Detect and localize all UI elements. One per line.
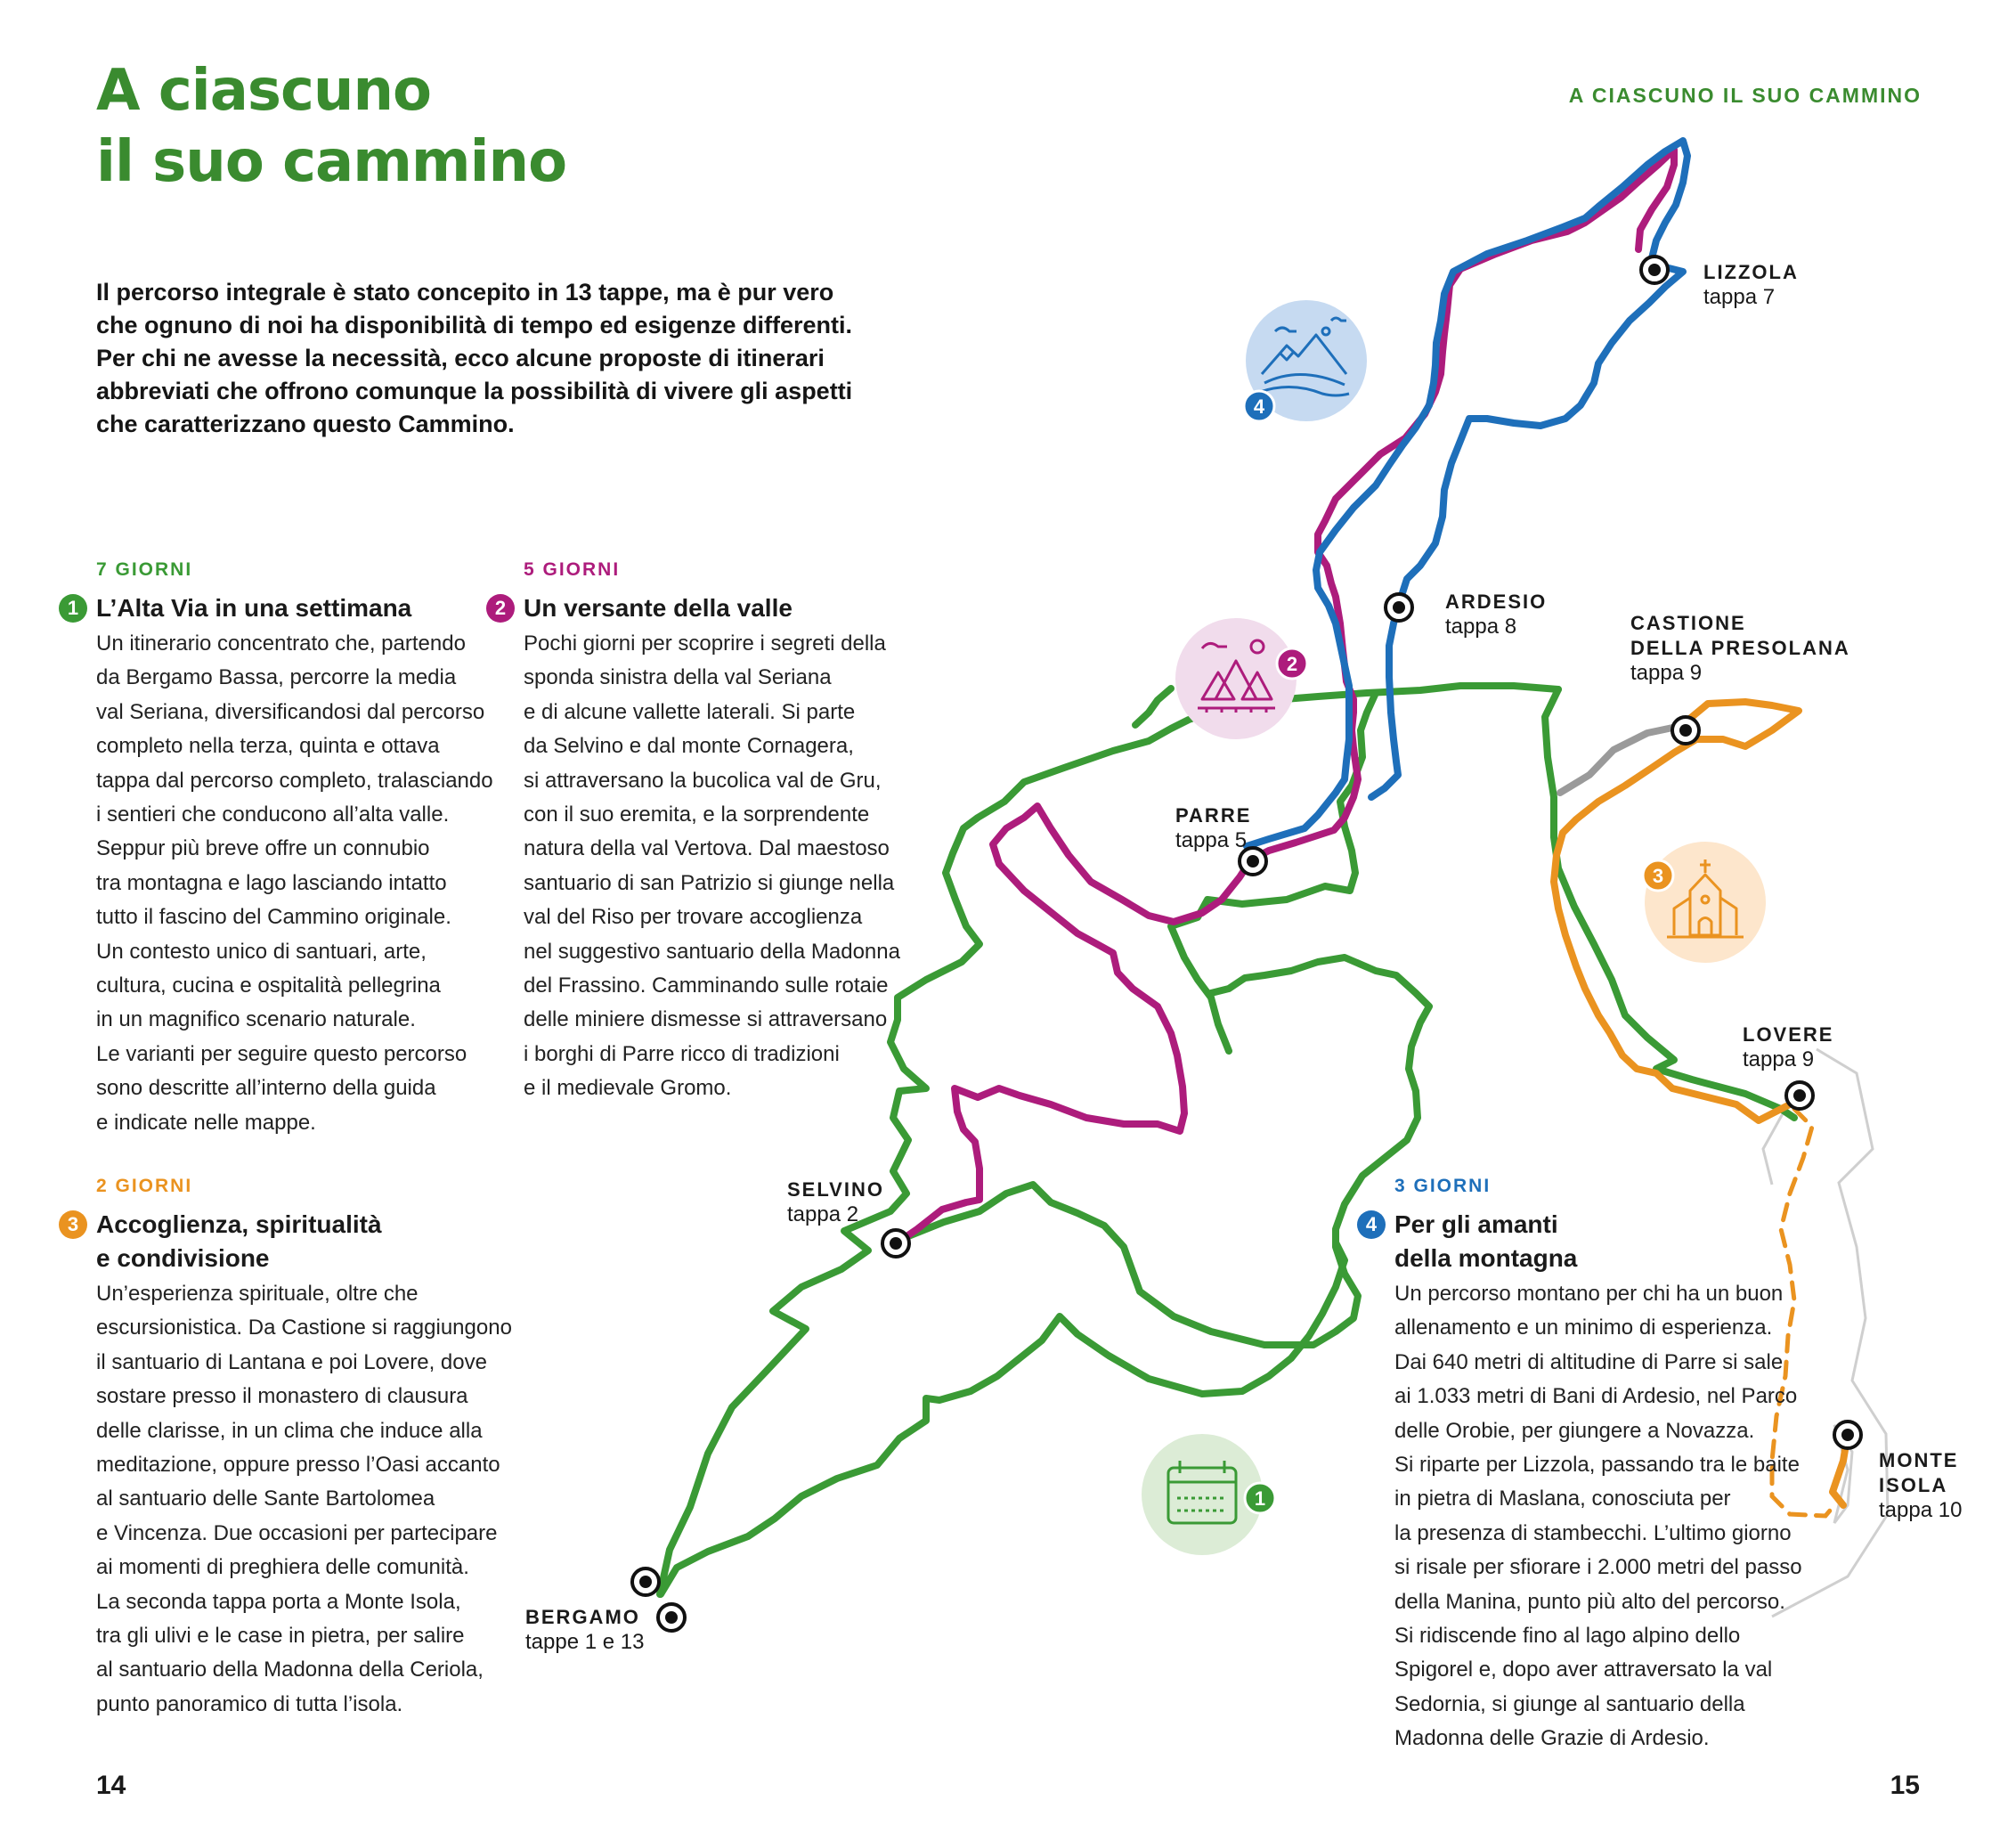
route-green-itinerary-1 xyxy=(1135,688,1171,725)
itinerary-line: i sentieri che conducono all’alta valle. xyxy=(96,802,450,827)
itinerary-line: del Frassino. Camminando sulle rotaie xyxy=(524,973,889,998)
page-title-line-2: il suo cammino xyxy=(96,129,567,195)
itinerary-line: tutto il fascino del Cammino originale. xyxy=(96,905,451,930)
itinerary-line: tra montagna e lago lasciando intatto xyxy=(96,870,447,895)
itinerary-days: 2 GIORNI xyxy=(96,1176,193,1196)
place-stage: tappa 10 xyxy=(1879,1498,1963,1522)
page-title-line-1: A ciascuno xyxy=(96,58,431,124)
itinerary-line: Un’esperienza spirituale, oltre che xyxy=(96,1282,419,1306)
mountains-badge xyxy=(1244,300,1367,421)
itinerary-line: si attraversano la bucolica val de Gru, xyxy=(524,768,882,793)
intro-line: Per chi ne avesse la necessità, ecco alcune proposte di itinerari xyxy=(96,345,825,371)
place-stage: tappa 9 xyxy=(1743,1047,1815,1071)
itinerary-line: val del Riso per trovare accoglienza xyxy=(524,905,863,930)
itinerary-2 xyxy=(494,559,906,1106)
itinerary-line: tappa dal percorso completo, tralasciando xyxy=(96,768,493,793)
stop-marker-castione xyxy=(1672,717,1699,744)
itinerary-line: Dai 640 metri di altitudine di Parre si sale xyxy=(1394,1349,1784,1374)
intro-line: Il percorso integrale è stato concepito in 13 tappe, ma è pur vero xyxy=(96,279,834,305)
itinerary-title-line: della montagna xyxy=(1394,1244,1578,1272)
itinerary-line: santuario di san Patrizio si giunge nella xyxy=(524,870,895,895)
itinerary-line: sponda sinistra della val Seriana xyxy=(524,665,832,690)
itinerary-line: con il suo eremita, e la sorprendente xyxy=(524,802,870,827)
itinerary-line: ai 1.033 metri di Bani di Ardesio, nel Parco xyxy=(1394,1384,1798,1409)
itinerary-line: Si ridiscende fino al lago alpino dello xyxy=(1394,1624,1741,1649)
running-header: A CIASCUNO IL SUO CAMMINO xyxy=(1568,84,1922,107)
stop-marker-lovere xyxy=(1786,1082,1813,1109)
place-label-lovere xyxy=(1743,1022,1833,1072)
itinerary-days: 3 GIORNI xyxy=(1394,1176,1492,1196)
place-label-castione xyxy=(1630,611,1850,686)
itinerary-description xyxy=(524,627,906,1106)
itinerary-title-line: L’Alta Via in una settimana xyxy=(96,594,412,622)
stop-marker-bergamo-2 xyxy=(658,1604,685,1631)
itinerary-title xyxy=(67,591,479,625)
itinerary-line: meditazione, oppure presso l’Oasi accanto xyxy=(96,1453,500,1478)
place-name: LOVERE xyxy=(1743,1023,1834,1046)
stop-marker-monte-isola xyxy=(1834,1421,1861,1448)
church-badge xyxy=(1643,842,1766,963)
place-name: DELLA PRESOLANA xyxy=(1630,637,1850,659)
forest-badge xyxy=(1175,618,1307,739)
itinerary-line: Un itinerario concentrato che, partendo xyxy=(96,631,466,656)
itinerary-line: i borghi di Parre ricco di tradizioni xyxy=(524,1041,840,1066)
intro-line: abbreviati che offrono comunque la possibilità di vivere gli aspetti xyxy=(96,378,853,404)
stop-marker-bergamo-1 xyxy=(632,1568,659,1595)
itinerary-line: in pietra di Maslana, conosciuta per xyxy=(1394,1487,1731,1511)
calendar-badge-number: 1 xyxy=(1254,1487,1266,1510)
itinerary-line: sono descritte all’interno della guida xyxy=(96,1076,436,1101)
calendar-badge xyxy=(1142,1434,1275,1555)
intro-line: che caratterizzano questo Cammino. xyxy=(96,411,515,437)
itinerary-line: delle Orobie, per giungere a Novazza. xyxy=(1394,1418,1755,1443)
place-label-parre xyxy=(1175,803,1251,853)
itinerary-line: la presenza di stambecchi. L’ultimo giorno xyxy=(1394,1520,1792,1545)
itinerary-line: allenamento e un minimo di esperienza. xyxy=(1394,1316,1773,1340)
place-label-selvino xyxy=(787,1177,884,1227)
place-name: MONTE xyxy=(1879,1449,1959,1471)
itinerary-line: nel suggestivo santuario della Madonna xyxy=(524,939,900,964)
page-number-left: 14 xyxy=(96,1771,126,1800)
itinerary-line: il santuario di Lantana e poi Lovere, dove xyxy=(96,1349,487,1374)
itinerary-line: Un percorso montano per chi ha un buon xyxy=(1394,1282,1784,1306)
place-label-ardesio xyxy=(1445,590,1547,639)
place-name: ARDESIO xyxy=(1445,591,1548,613)
stop-marker-lizzola xyxy=(1641,257,1668,283)
place-label-monte-isola xyxy=(1879,1448,1962,1523)
itinerary-line: e Vincenza. Due occasioni per partecipare xyxy=(96,1520,498,1545)
itinerary-line: completo nella terza, quinta e ottava xyxy=(96,734,440,759)
itinerary-description xyxy=(96,1277,512,1722)
itinerary-line: Si riparte per Lizzola, passando tra le baite xyxy=(1394,1453,1800,1478)
itinerary-line: da Bergamo Bassa, percorre la media xyxy=(96,665,457,690)
church-badge-number: 3 xyxy=(1652,865,1664,887)
stop-marker-ardesio xyxy=(1386,594,1412,621)
route-green-itinerary-1 xyxy=(904,957,1429,1345)
page-number-right: 15 xyxy=(1890,1771,1920,1800)
itinerary-number-badge: 2 xyxy=(486,594,515,623)
itinerary-title xyxy=(494,591,906,625)
itinerary-line: della Manina, punto più alto del percorso. xyxy=(1394,1589,1785,1614)
itinerary-line: cultura, cucina e ospitalità pellegrina xyxy=(96,973,441,998)
itinerary-line: escursionistica. Da Castione si raggiungono xyxy=(96,1316,512,1340)
itinerary-line: Sedornia, si giunge al santuario della xyxy=(1394,1691,1745,1716)
itinerary-4 xyxy=(1365,1176,1802,1756)
itinerary-line: Madonna delle Grazie di Ardesio. xyxy=(1394,1726,1710,1751)
place-label-bergamo xyxy=(525,1605,644,1655)
itinerary-number-badge: 4 xyxy=(1357,1210,1386,1239)
place-label-lizzola xyxy=(1703,260,1799,310)
itinerary-title xyxy=(67,1208,479,1275)
itinerary-title xyxy=(1365,1208,1786,1275)
itinerary-line: al santuario della Madonna della Ceriola, xyxy=(96,1658,484,1682)
itinerary-line: sostare presso il monastero di clausura xyxy=(96,1384,468,1409)
itinerary-title-line: Per gli amanti xyxy=(1394,1210,1558,1238)
place-name: LIZZOLA xyxy=(1703,261,1799,283)
itinerary-line: ai momenti di preghiera delle comunità. xyxy=(96,1555,469,1580)
itinerary-description xyxy=(1394,1277,1802,1756)
itinerary-number-badge: 1 xyxy=(59,594,87,623)
itinerary-3 xyxy=(67,1176,512,1722)
itinerary-days: 5 GIORNI xyxy=(524,559,621,580)
place-stage: tappa 2 xyxy=(787,1202,859,1226)
itinerary-line: delle clarisse, in un clima che induce alla xyxy=(96,1418,483,1443)
itinerary-line: e il medievale Gromo. xyxy=(524,1076,732,1101)
place-name: SELVINO xyxy=(787,1178,884,1201)
itinerary-line: da Selvino e dal monte Cornagera, xyxy=(524,734,854,759)
place-name: BERGAMO xyxy=(525,1606,640,1628)
itinerary-line: Seppur più breve offre un connubio xyxy=(96,836,430,861)
itinerary-line: val Seriana, diversificandosi dal percorso xyxy=(96,699,485,724)
itinerary-line: e di alcune vallette laterali. Si parte xyxy=(524,699,856,724)
itinerary-line: Spigorel e, dopo aver attraversato la val xyxy=(1394,1658,1773,1682)
itinerary-line: delle miniere dismesse si attraversano xyxy=(524,1007,888,1032)
place-stage: tappa 9 xyxy=(1630,661,1703,685)
intro-line: che ognuno di noi ha disponibilità di tempo ed esigenze differenti. xyxy=(96,312,853,338)
place-stage: tappa 7 xyxy=(1703,285,1776,309)
itinerary-title-line: Accoglienza, spiritualità xyxy=(96,1210,382,1238)
place-stage: tappe 1 e 13 xyxy=(525,1630,645,1654)
place-stage: tappa 8 xyxy=(1445,615,1517,639)
route-green-itinerary-1 xyxy=(661,1238,898,1594)
itinerary-description xyxy=(96,627,493,1140)
itinerary-line: La seconda tappa porta a Monte Isola, xyxy=(96,1589,461,1614)
itinerary-line: al santuario delle Sante Bartolomea xyxy=(96,1487,435,1511)
itinerary-number-badge: 3 xyxy=(59,1210,87,1239)
itinerary-title-line: Un versante della valle xyxy=(524,594,793,622)
forest-badge-number: 2 xyxy=(1286,653,1298,675)
itinerary-line: si risale per sfiorare i 2.000 metri del passo xyxy=(1394,1555,1802,1580)
itinerary-line: tra gli ulivi e le case in pietra, per salire xyxy=(96,1624,465,1649)
itinerary-line: Pochi giorni per scoprire i segreti della xyxy=(524,631,886,656)
itinerary-line: Un contesto unico di santuari, arte, xyxy=(96,939,427,964)
itinerary-days: 7 GIORNI xyxy=(96,559,193,580)
stop-marker-selvino xyxy=(882,1230,909,1257)
itinerary-line: e indicate nelle mappe. xyxy=(96,1110,316,1135)
itinerary-line: in un magnifico scenario naturale. xyxy=(96,1007,416,1032)
itinerary-line: natura della val Vertova. Dal maestoso xyxy=(524,836,890,861)
mountains-badge-number: 4 xyxy=(1253,395,1265,418)
itinerary-line: Le varianti per seguire questo percorso xyxy=(96,1041,467,1066)
route-green-itinerary-1 xyxy=(661,1242,1345,1594)
itinerary-line: punto panoramico di tutta l’isola. xyxy=(96,1691,403,1716)
itinerary-title-line: e condivisione xyxy=(96,1244,270,1272)
place-stage: tappa 5 xyxy=(1175,828,1248,852)
itinerary-1 xyxy=(67,559,493,1140)
place-name: ISOLA xyxy=(1879,1474,1948,1496)
place-name: PARRE xyxy=(1175,804,1252,827)
route-blue-itinerary-4 xyxy=(1247,141,1687,846)
place-name: CASTIONE xyxy=(1630,612,1746,634)
